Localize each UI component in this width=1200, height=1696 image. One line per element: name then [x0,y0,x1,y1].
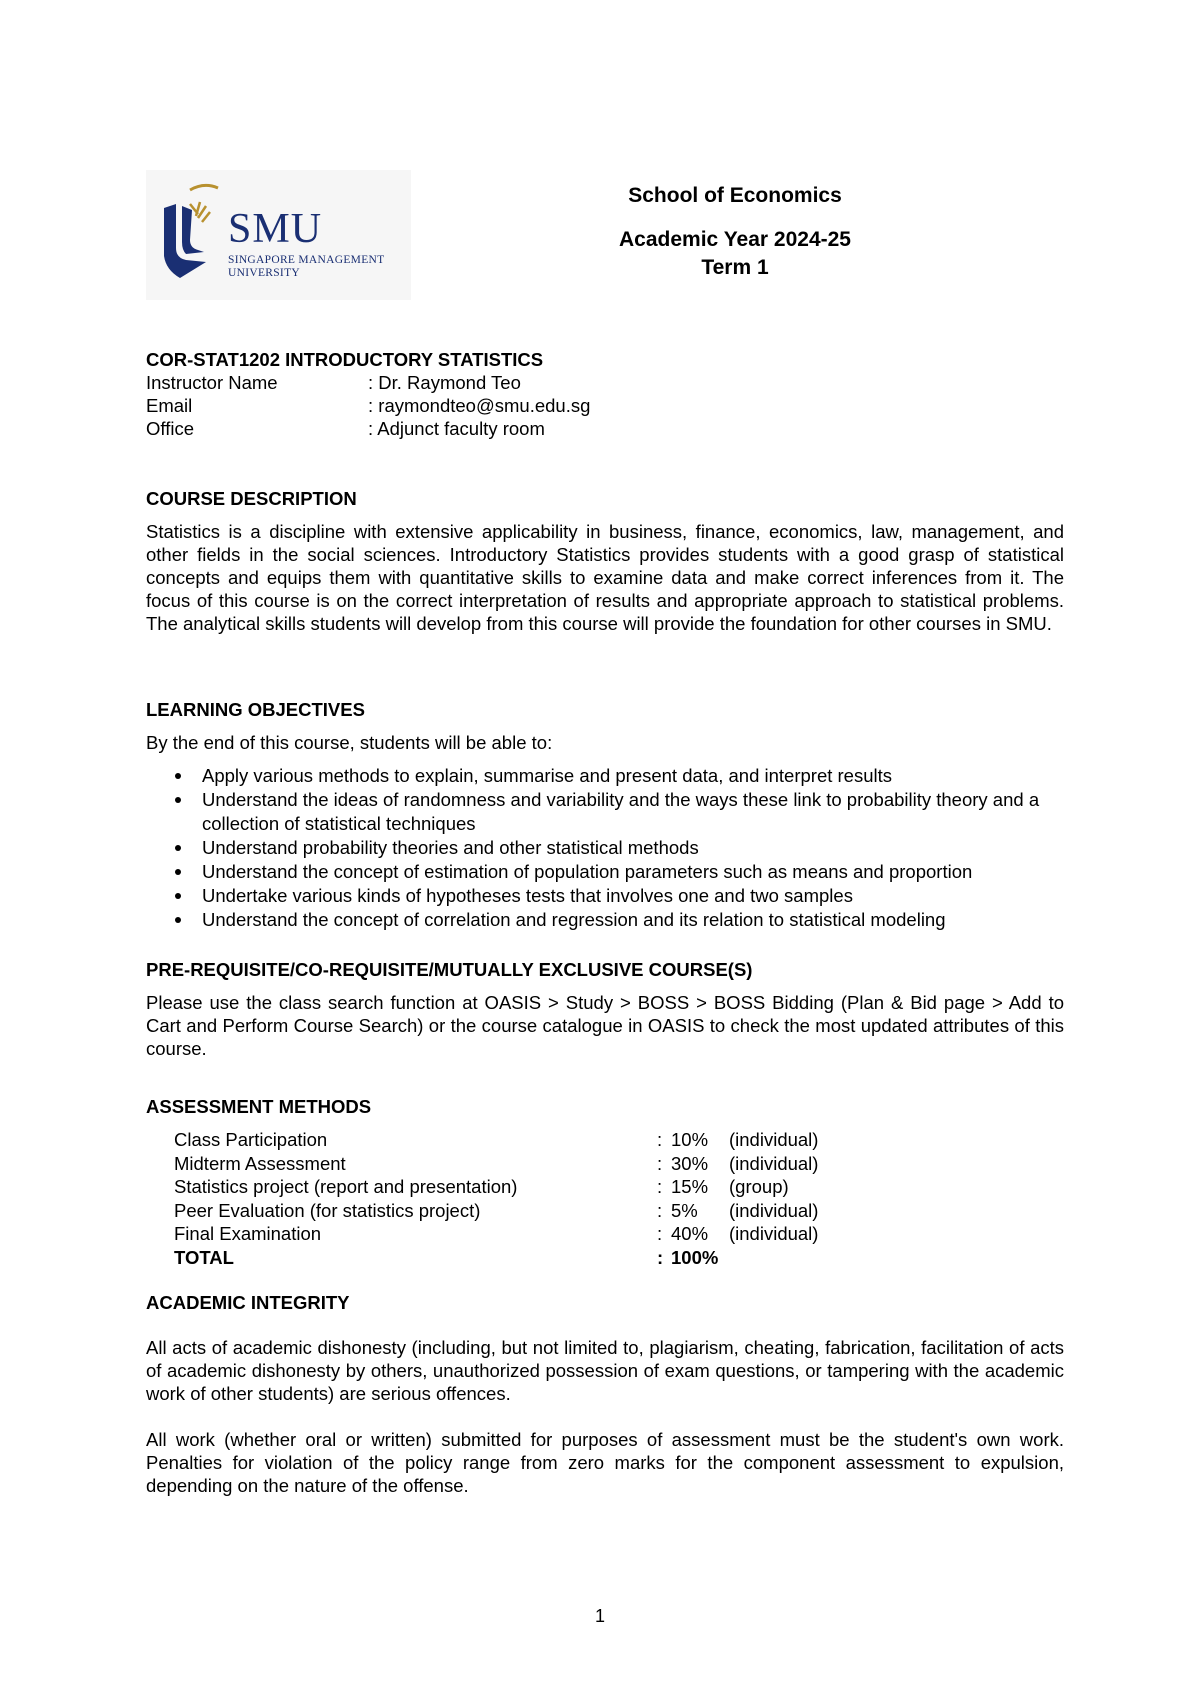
logo-line-1: SINGAPORE MANAGEMENT [228,254,385,266]
list-item: Understand the concept of estimation of population parameters such as means and proportion [146,860,1064,884]
info-value: : Adjunct faculty room [368,418,545,439]
list-item: Understand the concept of correlation and regression and its relation to statistical modeling [146,908,1064,932]
section-heading: COURSE DESCRIPTION [146,488,357,509]
course-title: COR-STAT1202 INTRODUCTORY STATISTICS [146,349,544,370]
school-name: School of Economics [628,184,842,207]
email-link[interactable]: : raymondteo@smu.edu.sg [368,395,591,416]
assessment-total-row: TOTAL : 100% [174,1246,719,1268]
info-label: Instructor Name [146,372,278,393]
course-info [146,348,1064,440]
info-row-instructor [146,371,1064,394]
term: Term 1 [701,256,769,279]
assessment-row: Peer Evaluation (for statistics project) : 5% (individual) [174,1199,819,1221]
page-number: 1 [594,1606,605,1626]
document-header [585,182,885,282]
learning-objectives-section [146,698,1064,932]
academic-year: Academic Year 2024-25 [619,228,851,251]
list-item: Undertake various kinds of hypotheses tests that involves one and two samples [146,884,1064,908]
info-row-email [146,394,1064,417]
logo-line-2: UNIVERSITY [228,267,300,279]
assessment-row: Statistics project (report and presentation) : 15% (group) [174,1176,789,1197]
info-value: : Dr. Raymond Teo [368,372,521,393]
section-heading: ACADEMIC INTEGRITY [146,1292,350,1313]
section-heading: ASSESSMENT METHODS [146,1096,372,1117]
academic-integrity-section [146,1291,1064,1497]
objectives-list [146,764,1064,932]
logo-wordmark: SMU [228,206,323,252]
list-item: Understand the ideas of randomness and variability and the ways these link to probability theory and a collection of statistical techniques [146,788,1064,836]
integrity-paragraph-2: All work (whether oral or written) submitted for purposes of assessment must be the student's own work. Penalties for violation of the policy range from zero marks for the component assessment to expulsion, depending on the nature of the offense. [146,1429,1064,1496]
assessment-row: Final Examination : 40% (individual) [174,1223,819,1244]
list-item: Understand probability theories and other statistical methods [146,836,1064,860]
assessment-row: Midterm Assessment : 30% (individual) [174,1152,819,1174]
course-description-section [146,487,1064,635]
description-text: Statistics is a discipline with extensive applicability in business, finance, economics, law, management, and other fields in the social sciences. Introductory Statistics provides students with a good grasp of statistical concepts and equips them with quantitative skills to examine data and make correct inferences from it. The focus of this course is on the correct interpretation of results and appropriate approach to statistical problems. The analytical skills students will develop from this course will provide the foundation for other courses in SMU. [146,521,1064,634]
section-heading: LEARNING OBJECTIVES [146,699,365,720]
info-label: Email [146,395,193,416]
section-heading: PRE-REQUISITE/CO-REQUISITE/MUTUALLY EXCLUSIVE COURSE(S) [146,959,753,980]
objectives-intro: By the end of this course, students will be able to: [146,732,553,753]
info-label: Office [146,418,194,439]
prerequisite-section [146,958,1064,1060]
smu-logo [146,170,411,300]
prereq-text: Please use the class search function at OASIS > Study > BOSS > BOSS Bidding (Plan & Bid page > Add to Cart and Perform Course Search) or the course catalogue in OASIS to check the most updated attributes of this course. [146,992,1064,1059]
assessment-section [146,1095,1064,1269]
integrity-paragraph-1: All acts of academic dishonesty (including, but not limited to, plagiarism, cheating, fabrication, facilitation of acts of academic dishonesty by others, unauthorized possession of exam questions, or tampering with the academic work of other students) are serious offences. [146,1337,1064,1404]
list-item: Apply various methods to explain, summarise and present data, and interpret results [146,764,1064,788]
assessment-row: Class Participation : 10% (individual) [174,1129,819,1150]
info-row-office [146,417,1064,440]
